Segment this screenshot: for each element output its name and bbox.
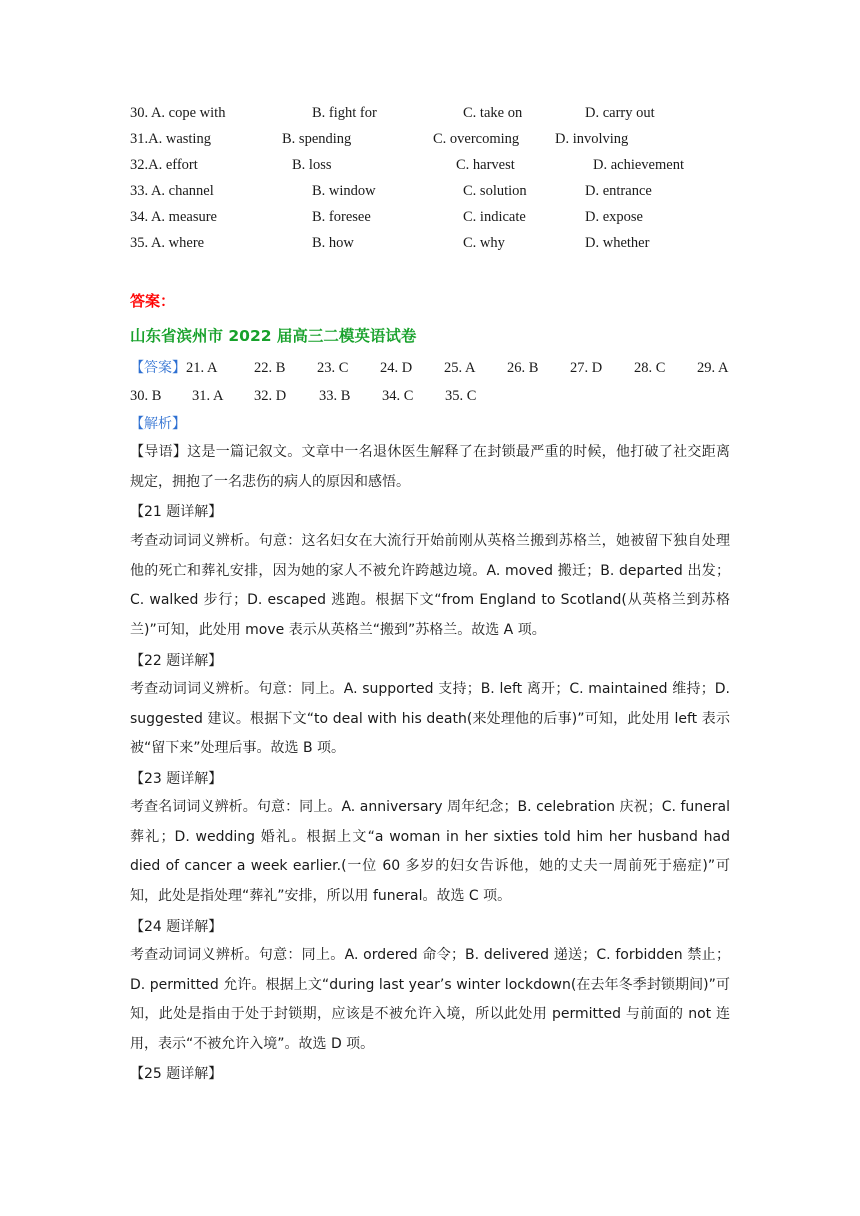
answer-item: 27. D [570, 360, 603, 376]
analysis-tag: 【解析】 [130, 416, 186, 432]
answer-item: 31. A [192, 388, 224, 404]
answer-tag: 【答案】 [130, 360, 186, 376]
option-b: B. foresee [312, 209, 371, 225]
option-d: D. whether [585, 235, 650, 251]
option-b: B. loss [292, 157, 332, 173]
option-c: C. solution [463, 183, 527, 199]
q22-heading: 【22 题详解】 [130, 653, 223, 669]
q22-paragraph: 考查动词词义辨析。句意：同上。A. supported 支持；B. left 离开；C. maintained 维持；D. suggested 建议。根据下文“to deal with his death(来处理他的后事)”可知，此处用 left 表示被“留下来”处理后事。故选 B 项。 [130, 681, 730, 757]
answer-item: 23. C [317, 360, 349, 376]
answer-item: 29. A [697, 360, 729, 376]
option-a: 34. A. measure [130, 209, 217, 225]
option-a: 30. A. cope with [130, 105, 226, 121]
option-d: D. expose [585, 209, 643, 225]
answer-item: 32. D [254, 388, 287, 404]
q21-paragraph: 考查动词词义辨析。句意：这名妇女在大流行开始前刚从英格兰搬到苏格兰，她被留下独自处理他的死亡和葬礼安排，因为她的家人不被允许跨越边境。A. moved 搬迁；B. departed 出发；C. walked 步行；D. escaped 逃跑。根据下文“from England to Scotland(从英格兰到苏格兰)”可知，此处用 move 表示从英格兰“搬到”苏格兰。故选 A 项。 [130, 533, 730, 638]
exam-title: 山东省滨州市 2022 届高三二模英语试卷 [130, 327, 417, 345]
option-a: 35. A. where [130, 235, 205, 251]
option-c: C. harvest [456, 157, 515, 173]
option-c: C. why [463, 235, 505, 251]
intro-paragraph [130, 438, 730, 497]
option-c: C. indicate [463, 209, 526, 225]
option-a: 31.A. wasting [130, 131, 211, 147]
option-a: 33. A. channel [130, 183, 214, 199]
q23-paragraph: 考查名词词义辨析。句意：同上。A. anniversary 周年纪念；B. celebration 庆祝；C. funeral 葬礼；D. wedding 婚礼。根据上文“a woman in her sixties told him her husband had died of cancer a week earlier.(一位 60 多岁的妇女告诉他，她的丈夫一周前死于癌症)”可知，此处是指处理“葬礼”安排，所以用 funeral。故选 C 项。 [130, 799, 730, 904]
answer-heading: 答案： [130, 292, 176, 310]
answer-item: 34. C [382, 388, 414, 404]
option-b: B. window [312, 183, 376, 199]
q21-heading: 【21 题详解】 [130, 504, 223, 520]
q24-heading: 【24 题详解】 [130, 919, 223, 935]
answer-item: 30. B [130, 388, 162, 404]
answer-item: 33. B [319, 388, 351, 404]
option-b: B. how [312, 235, 354, 251]
answer-item: 28. C [634, 360, 666, 376]
option-d: D. carry out [585, 105, 655, 121]
option-d: D. entrance [585, 183, 652, 199]
answer-item: 25. A [444, 360, 476, 376]
option-d: D. involving [555, 131, 629, 147]
intro-text: 这是一篇记叙文。文章中一名退休医生解释了在封锁最严重的时候，他打破了社交距离规定，拥抱了一名悲伤的病人的原因和感悟。 [130, 444, 730, 490]
answer-item: 24. D [380, 360, 413, 376]
option-d: D. achievement [593, 157, 684, 173]
answer-item: 22. B [254, 360, 286, 376]
answer-item: 35. C [445, 388, 477, 404]
option-b: B. fight for [312, 105, 377, 121]
q23-heading: 【23 题详解】 [130, 771, 223, 787]
option-a: 32.A. effort [130, 157, 198, 173]
option-b: B. spending [282, 131, 352, 147]
option-c: C. take on [463, 105, 523, 121]
intro-tag: 【导语】 [130, 444, 188, 460]
option-c: C. overcoming [433, 131, 520, 147]
answer-item: 21. A [186, 360, 218, 376]
answer-item: 26. B [507, 360, 539, 376]
q24-paragraph: 考查动词词义辨析。句意：同上。A. ordered 命令；B. delivered 递送；C. forbidden 禁止；D. permitted 允许。根据上文“during last year’s winter lockdown(在去年冬季封锁期间)”可知，此处是指由于处于封锁期，应该是不被允许入境，所以此处用 permitted 与前面的 not 连用，表示“不被允许入境”。故选 D 项。 [130, 947, 730, 1052]
q25-heading: 【25 题详解】 [130, 1066, 223, 1082]
